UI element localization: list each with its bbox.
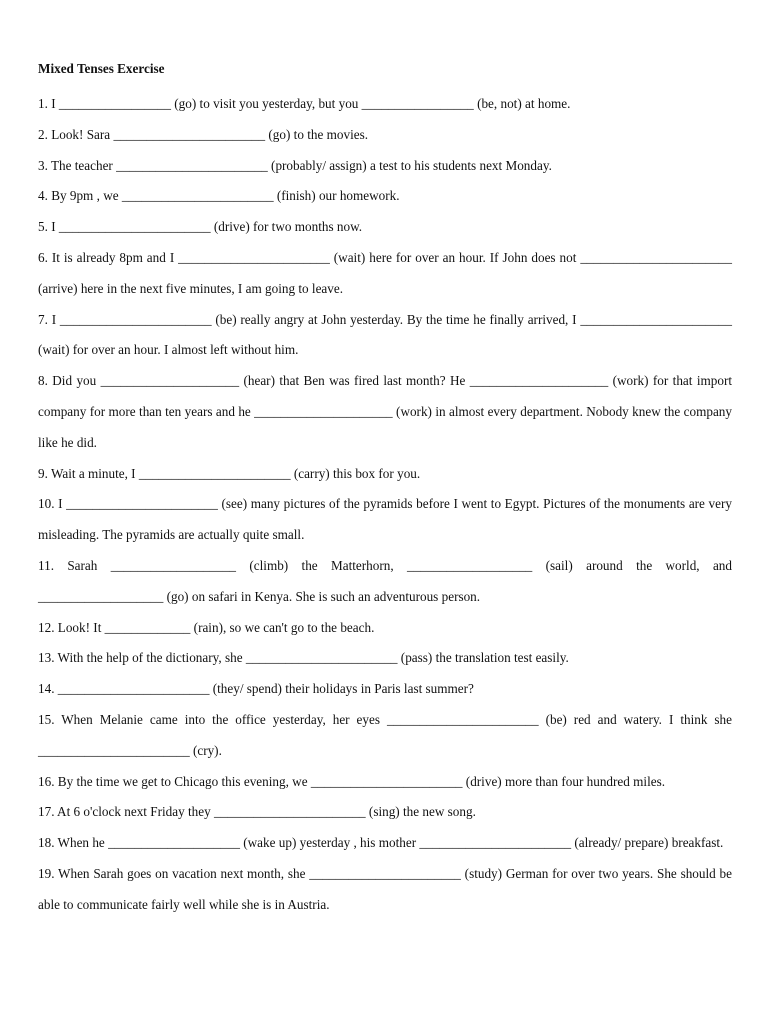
exercise-item-19: 19. When Sarah goes on vacation next month, she _______________________ (study) German for over two years. She should be able to communicate fairly well while she is in Austria. xyxy=(38,865,732,912)
exercise-item-11: 11. Sarah ___________________ (climb) the Matterhorn, ___________________ (sail) around the world, and ___________________ (go) on safari in Kenya. She is such an adventurous person. xyxy=(38,557,732,604)
exercise-item-6: 6. It is already 8pm and I _______________________ (wait) here for over an hour. If John does not _______________________ (arrive) here in the next five minutes, I am going to leave. xyxy=(38,249,732,296)
exercise-item-12: 12. Look! It _____________ (rain), so we can't go to the beach. xyxy=(38,619,375,635)
exercise-item-14: 14. _______________________ (they/ spend) their holidays in Paris last summer? xyxy=(38,681,474,697)
exercise-item-4: 4. By 9pm , we _______________________ (finish) our homework. xyxy=(38,188,400,204)
worksheet-page xyxy=(38,58,732,921)
exercise-item-5: 5. I _______________________ (drive) for two months now. xyxy=(38,219,363,235)
exercise-item-7: 7. I _______________________ (be) really angry at John yesterday. By the time he finally arrived, I _______________________ (wait) for over an hour. I almost left without him. xyxy=(38,311,732,358)
exercise-list xyxy=(38,89,732,921)
exercise-item-17: 17. At 6 o'clock next Friday they _______________________ (sing) the new song. xyxy=(38,804,476,820)
exercise-item-1: 1. I _________________ (go) to visit you yesterday, but you _________________ (be, not) at home. xyxy=(38,96,571,111)
exercise-item-15: 15. When Melanie came into the office yesterday, her eyes _______________________ (be) red and watery. I think she _______________________ (cry). xyxy=(38,711,732,758)
exercise-item-10: 10. I _______________________ (see) many pictures of the pyramids before I went to Egypt. Pictures of the monuments are very misleading. The pyramids are actually quite small. xyxy=(38,496,732,543)
exercise-item-8: 8. Did you _____________________ (hear) that Ben was fired last month? He _____________________ (work) for that import company for more than ten years and he _____________________ (work) in almost every department. Nobody knew the company like he did. xyxy=(38,373,732,450)
exercise-item-2: 2. Look! Sara _______________________ (go) to the movies. xyxy=(38,126,369,142)
exercise-item-13: 13. With the help of the dictionary, she _______________________ (pass) the translation test easily. xyxy=(38,650,569,666)
worksheet-title: Mixed Tenses Exercise xyxy=(38,61,165,76)
exercise-item-18: 18. When he ____________________ (wake up) yesterday , his mother _______________________ (already/ prepare) breakfast. xyxy=(38,835,724,851)
exercise-item-3: 3. The teacher _______________________ (probably/ assign) a test to his students next Monday. xyxy=(38,157,552,173)
exercise-item-16: 16. By the time we get to Chicago this evening, we _______________________ (drive) more than four hundred miles. xyxy=(38,773,666,789)
exercise-item-9: 9. Wait a minute, I _______________________ (carry) this box for you. xyxy=(38,465,421,481)
